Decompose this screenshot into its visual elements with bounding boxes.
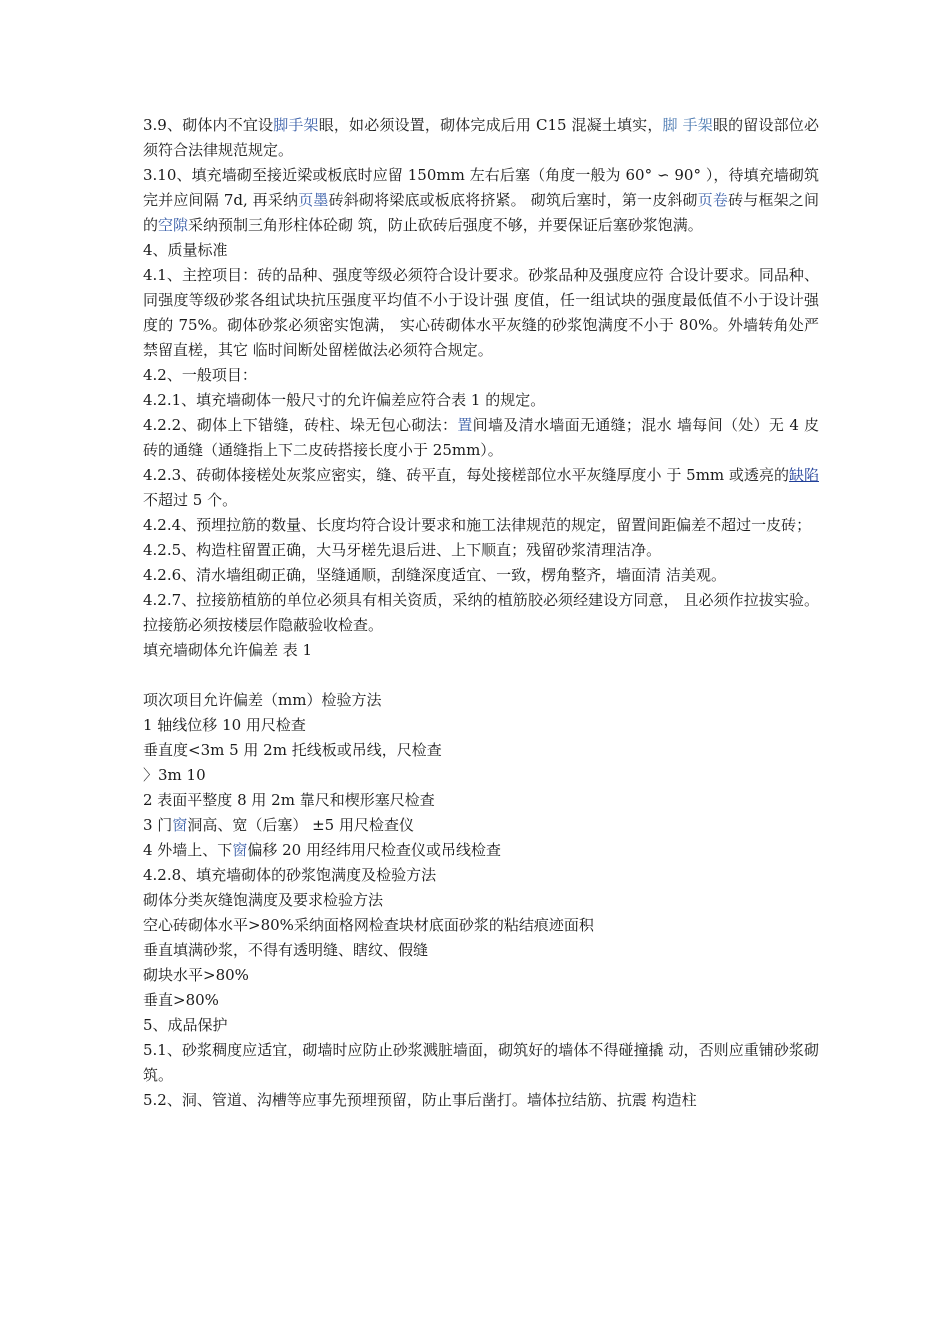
table-row-header: 砌体分类灰缝饱满度及要求检验方法 [143, 891, 384, 909]
para-3-10: 3.10、填充墙砌至接近梁或板底时应留 150mm 左右后塞（角度一般为 60° ∽ 90° ），待填充墙砌筑完并应间隔 7d, 再采纳页墨砖斜砌将梁底或板底将挤紧。 砌筑后塞时，第一皮斜砌页卷砖与框架之间的空隙采纳预制三角形柱体砼砌 筑，防止砍砖后强度不够，并要保证后塞砂浆饱满。 [143, 166, 819, 234]
table-row: 垂直度<3m 5 用 2m 托线板或吊线，尺检查 [143, 741, 442, 759]
table-row: 4 外墙上、下窗偏移 20 用经纬用尺检查仪或吊线检查 [143, 841, 501, 859]
para-5-2: 5.2、洞、管道、沟槽等应事先预埋预留，防止事后凿打。墙体拉结筋、抗震 构造柱 [143, 1091, 697, 1109]
table-1-title: 填充墙砌体允许偏差 表 1 [143, 641, 313, 659]
table-row: 砌块水平>80% [143, 966, 249, 984]
para-4-2-3: 4.2.3、砖砌体接槎处灰浆应密实，缝、砖平直，每处接槎部位水平灰缝厚度小 于 5mm 或透亮的缺陷不超过 5 个。 [143, 466, 819, 509]
link-yemo[interactable]: 页墨 [298, 191, 329, 209]
table-row-header: 项次项目允许偏差（mm）检验方法 [143, 691, 382, 709]
para-3-9: 3.9、砌体内不宜设脚手架眼，如必须设置，砌体完成后用 C15 混凝土填实，脚 手架眼的留设部位必须符合法律规范规定。 [143, 116, 819, 159]
link-scaffold-2[interactable]: 脚 手架 [662, 116, 713, 134]
link-zhi[interactable]: 置 [457, 416, 473, 434]
table-row: 空心砖砌体水平>80%采纳面格网检查块材底面砂浆的粘结痕迹面积 [143, 916, 594, 934]
link-chuang-2[interactable]: 窗 [232, 841, 248, 859]
para-4-2-7: 4.2.7、拉接筋植筋的单位必须具有相关资质，采纳的植筋胶必须经建设方同意， 且必须作拉拔实验。拉接筋必须按楼层作隐蔽验收检查。 [143, 591, 819, 634]
para-4-2-2: 4.2.2、砌体上下错缝，砖柱、垛无包心砌法：置间墙及清水墙面无通缝；混水 墙每间（处）无 4 皮砖的通缝（通缝指上下二皮砖搭接长度小于 25mm）。 [143, 416, 819, 459]
para-4-2: 4.2、一般项目： [143, 366, 257, 384]
table-row: 垂直>80% [143, 991, 219, 1009]
link-quexian[interactable]: 缺陷 [788, 466, 819, 484]
spacer [143, 663, 819, 688]
para-4-2-8: 4.2.8、填充墙砌体的砂浆饱满度及检验方法 [143, 866, 437, 884]
para-5-1: 5.1、砂浆稠度应适宜，砌墙时应防止砂浆溅脏墙面，砌筑好的墙体不得碰撞撬 动，否则应重铺砂浆砌筑。 [143, 1041, 819, 1084]
para-4-2-4: 4.2.4、预埋拉筋的数量、长度均符合设计要求和施工法律规范的规定，留置间距偏差不超过一皮砖； [143, 516, 812, 534]
section-5-heading: 5、成品保护 [143, 1016, 228, 1034]
table-row: 3 门窗洞高、宽（后塞） ±5 用尺检查仪 [143, 816, 414, 834]
para-4-2-5: 4.2.5、构造柱留置正确，大马牙槎先退后进、上下顺直；残留砂浆清理洁净。 [143, 541, 662, 559]
table-row: 2 表面平整度 8 用 2m 靠尺和楔形塞尺检查 [143, 791, 435, 809]
link-scaffold[interactable]: 脚手架 [273, 116, 319, 134]
document-body [143, 113, 819, 1113]
para-4-1: 4.1、主控项目：砖的品种、强度等级必须符合设计要求。砂浆品种及强度应符 合设计要求。同品种、同强度等级砂浆各组试块抗压强度平均值不小于设计强 度值，任一组试块的强度最低值不小于设计强度的 75%。砌体砂浆必须密实饱满， 实心砖砌体水平灰缝的砂浆饱满度不小于 80%。外墙转角处严禁留直槎，其它 临时间断处留槎做法必须符合规定。 [143, 266, 819, 359]
link-kongxi[interactable]: 空隙 [158, 216, 189, 234]
table-row: 垂直填满砂浆，不得有透明缝、瞎纹、假缝 [143, 941, 429, 959]
section-4-heading: 4、质量标准 [143, 241, 228, 259]
table-row: 〉3m 10 [143, 766, 206, 784]
para-4-2-6: 4.2.6、清水墙组砌正确，坚缝通顺，刮缝深度适宜、一致，楞角整齐，墙面清 洁美观。 [143, 566, 726, 584]
para-4-2-1: 4.2.1、填充墙砌体一般尺寸的允许偏差应符合表 1 的规定。 [143, 391, 546, 409]
link-yejuan[interactable]: 页卷 [697, 191, 729, 209]
link-chuang[interactable]: 窗 [172, 816, 188, 834]
table-row: 1 轴线位移 10 用尺检查 [143, 716, 306, 734]
